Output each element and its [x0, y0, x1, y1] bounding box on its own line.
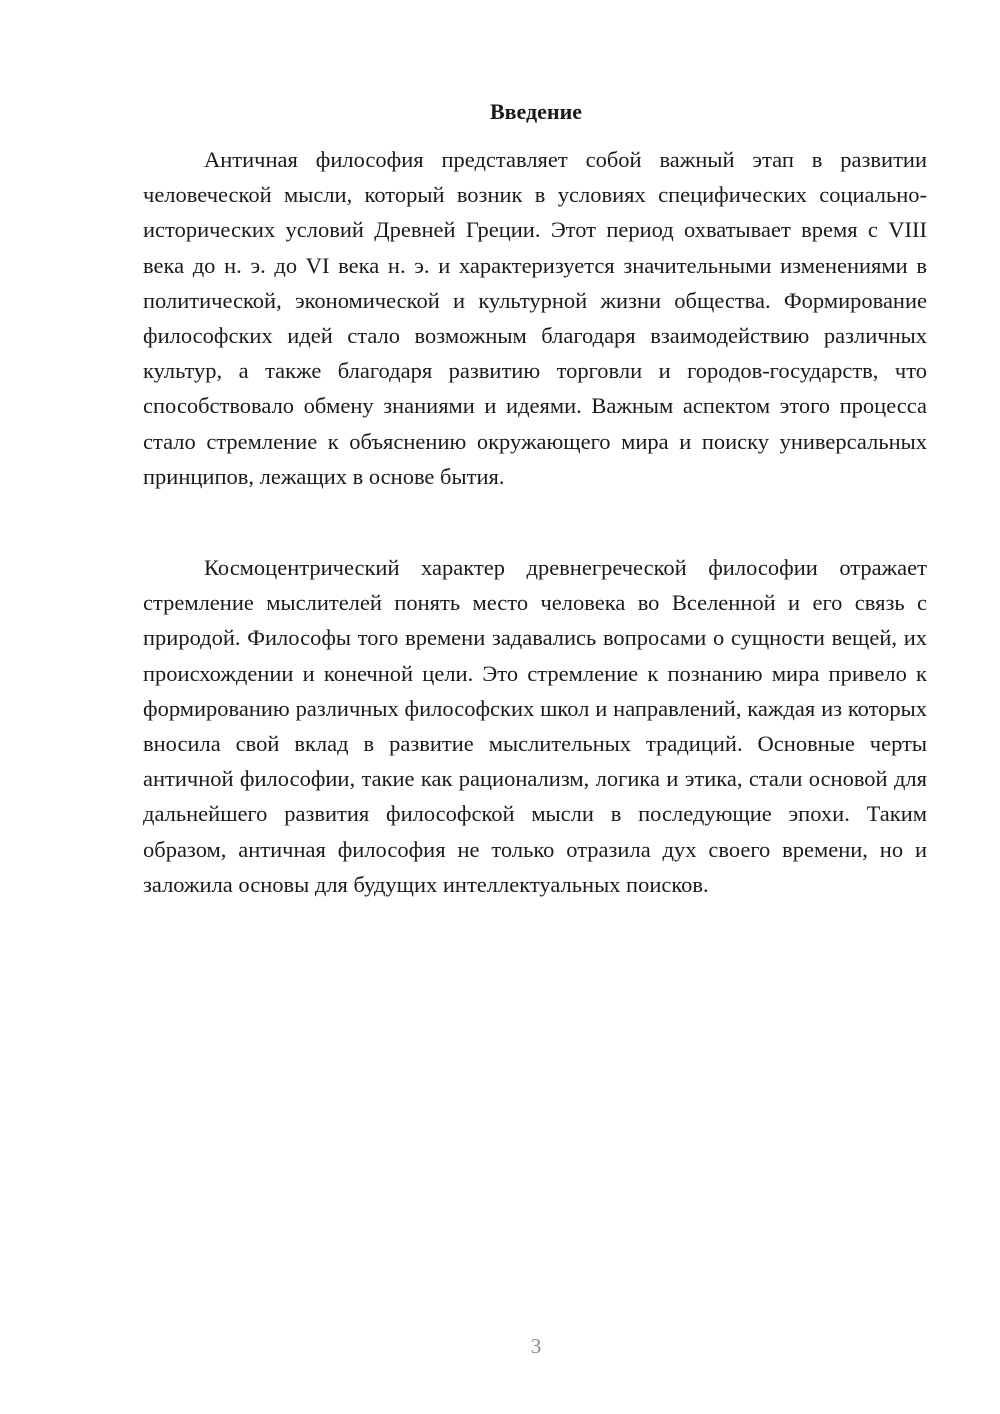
page-number: 3	[530, 1334, 542, 1358]
paragraph-1: Античная философия представляет собой важный этап в развитии человеческой мысли, который возник в условиях специфических социально-исторических условий Древней Греции. Этот период охватывает время с VIII века до н. э. до VI века н. э. и характеризуется значительными изменениями в политической, экономической и культурной жизни общества. Формирование философских идей стало возможным благодаря взаимодействию различных культур, а также благодаря развитию торговли и городов-государств, что способствовало обмену знаниями и идеями. Важным аспектом этого процесса стало стремление к объяснению окружающего мира и поиску универсальных принципов, лежащих в основе бытия.	[143, 147, 927, 489]
section-title: Введение	[489, 99, 583, 124]
paragraph-2: Космоцентрический характер древнегреческой философии отражает стремление мыслителей понять место человека во Вселенной и его связь с природой. Философы того времени задавались вопросами о сущности вещей, их происхождении и конечной цели. Это стремление к познанию мира привело к формированию различных философских школ и направлений, каждая из которых вносила свой вклад в развитие мыслительных традиций. Основные черты античной философии, такие как рационализм, логика и этика, стали основой для дальнейшего развития философской мысли в последующие эпохи. Таким образом, античная философия не только отразила дух своего времени, но и заложила основы для будущих интеллектуальных поисков.	[143, 555, 927, 897]
